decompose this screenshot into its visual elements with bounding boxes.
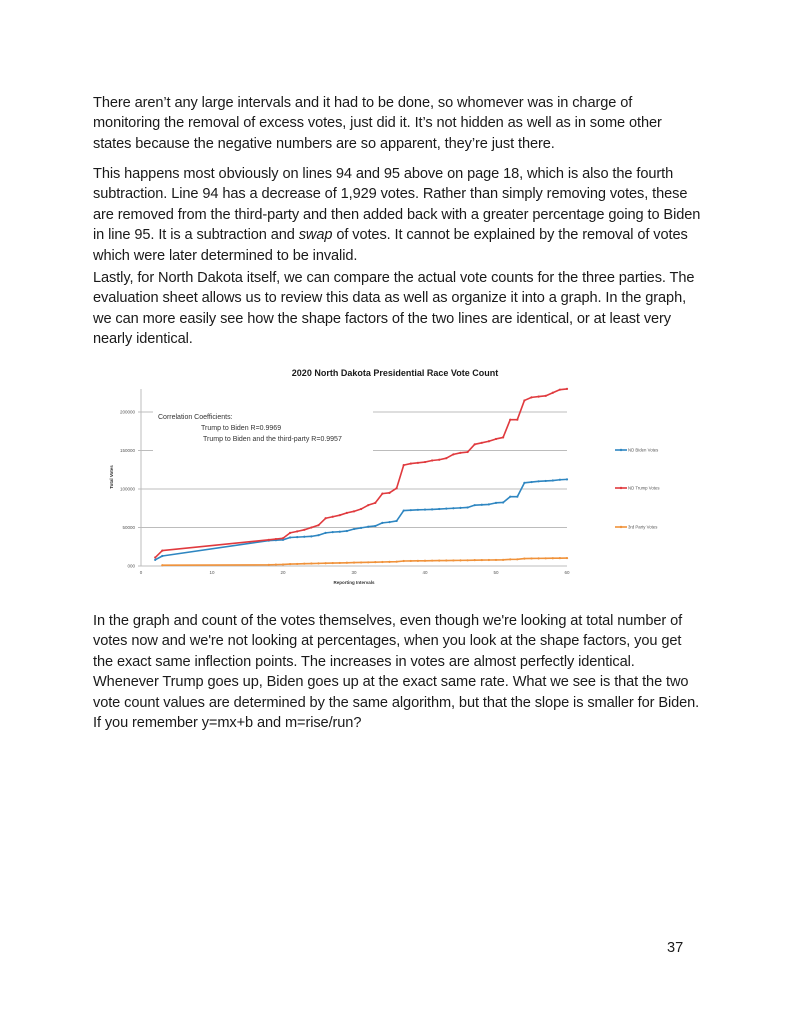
data-point [410, 509, 412, 511]
data-point [545, 395, 547, 397]
data-point [545, 557, 547, 559]
paragraph-3-text: Lastly, for North Dakota itself, we can compare the actual vote counts for the three parties. The evaluation sheet allows us to review this data as well as organize it into a graph. In the graph, we can more easily see how the shape factors of the two lines are identical, or at least very nearly identical. [93, 270, 695, 348]
paragraph-2 [93, 164, 703, 266]
data-point [495, 502, 497, 504]
data-point [488, 440, 490, 442]
data-point [538, 396, 540, 398]
data-point [282, 563, 284, 565]
x-tick-label: 0 [139, 570, 143, 575]
data-point [339, 562, 341, 564]
data-point [289, 563, 291, 565]
paragraph-1-text: There aren’t any large intervals and it had to be done, so whomever was in charge of monitoring the removal of excess votes, just did it. It’s not hidden as well as in some other states because the negative numbers are so apparent, they’re just there. [93, 95, 662, 152]
data-point [325, 532, 327, 534]
data-point [509, 419, 511, 421]
data-point [552, 557, 554, 559]
data-point [502, 501, 504, 503]
data-point [431, 560, 433, 562]
data-point [438, 459, 440, 461]
data-point [474, 443, 476, 445]
data-point [452, 559, 454, 561]
data-point [303, 529, 305, 531]
data-point [481, 504, 483, 506]
data-point [310, 526, 312, 528]
data-point [332, 531, 334, 533]
data-point [566, 478, 568, 480]
data-point [403, 464, 405, 466]
data-point [367, 561, 369, 563]
data-point [374, 561, 376, 563]
x-tick-label: 20 [280, 570, 286, 575]
data-point [559, 479, 561, 481]
data-point [488, 503, 490, 505]
data-point [502, 559, 504, 561]
data-point [523, 482, 525, 484]
x-tick-label: 60 [564, 570, 570, 575]
vote-count-chart [95, 362, 705, 597]
data-point [509, 558, 511, 560]
x-tick-label: 40 [422, 570, 428, 575]
data-point [296, 563, 298, 565]
paragraph-4 [93, 611, 703, 733]
data-point [445, 457, 447, 459]
data-point [452, 507, 454, 509]
data-point [403, 509, 405, 511]
y-tick-label: 200000 [119, 409, 135, 415]
data-point [381, 493, 383, 495]
data-point [459, 452, 461, 454]
data-point [459, 559, 461, 561]
annotation-heading: Correlation Coefficients: [158, 414, 233, 421]
data-point [474, 504, 476, 506]
data-point [495, 559, 497, 561]
data-point [431, 459, 433, 461]
data-point [530, 481, 532, 483]
data-point [445, 559, 447, 561]
annotation-line-2: Trump to Biden and the third-party R=0.9957 [203, 436, 342, 443]
data-point [268, 539, 270, 541]
data-point [467, 451, 469, 453]
data-point [467, 559, 469, 561]
legend-label: ND Trump Votes [628, 485, 660, 491]
data-point [516, 496, 518, 498]
data-point [367, 526, 369, 528]
data-point [325, 562, 327, 564]
data-point [289, 532, 291, 534]
data-point [509, 496, 511, 498]
x-tick-label: 10 [209, 570, 215, 575]
x-axis-tick-labels [140, 570, 570, 575]
data-point [474, 559, 476, 561]
data-point [459, 507, 461, 509]
data-point [360, 508, 362, 510]
data-point [282, 537, 284, 539]
paragraph-2-text-after: of votes. It cannot be explained by the removal of votes which were later determined to be invalid. [93, 227, 688, 264]
data-point [417, 509, 419, 511]
data-point [523, 399, 525, 401]
data-point [552, 479, 554, 481]
data-point [346, 562, 348, 564]
data-point [516, 558, 518, 560]
data-point [552, 392, 554, 394]
data-point [332, 516, 334, 518]
data-point [396, 487, 398, 489]
data-point [488, 559, 490, 561]
y-axis-label: Total Votes [109, 465, 114, 489]
data-point [545, 480, 547, 482]
chart-legend [615, 448, 660, 530]
legend-marker-icon [620, 449, 622, 451]
data-point [275, 564, 277, 566]
data-point [467, 506, 469, 508]
legend-marker-icon [620, 487, 622, 489]
data-point [388, 521, 390, 523]
data-point [396, 561, 398, 563]
data-point [360, 527, 362, 529]
data-point [381, 522, 383, 524]
legend-label: 3rd Party Votes [628, 524, 658, 530]
data-point [388, 492, 390, 494]
data-point [538, 557, 540, 559]
x-axis-label: Reporting Intervals [333, 580, 375, 585]
y-tick-label: 000 [127, 563, 135, 569]
data-point [303, 536, 305, 538]
paragraph-1 [93, 93, 703, 154]
data-point [559, 389, 561, 391]
data-point [410, 560, 412, 562]
data-point [275, 538, 277, 540]
data-point [530, 396, 532, 398]
y-tick-label: 50000 [122, 525, 135, 530]
x-tick-label: 30 [351, 570, 357, 575]
data-point [367, 504, 369, 506]
data-point [339, 514, 341, 516]
data-point [332, 562, 334, 564]
y-tick-label: 100000 [119, 486, 135, 492]
data-point [417, 560, 419, 562]
data-point [381, 561, 383, 563]
data-point [530, 557, 532, 559]
data-point [296, 536, 298, 538]
page-number: 37 [667, 940, 684, 956]
data-point [403, 560, 405, 562]
data-point [502, 436, 504, 438]
data-point [317, 534, 319, 536]
series-line-3rd-party-votes [162, 558, 567, 565]
data-point [310, 535, 312, 537]
data-point [374, 502, 376, 504]
data-point [431, 508, 433, 510]
data-point [481, 442, 483, 444]
y-axis-tick-labels [120, 410, 136, 569]
data-point [424, 461, 426, 463]
legend-marker-icon [620, 526, 622, 528]
data-point [310, 562, 312, 564]
data-point [346, 512, 348, 514]
data-point [396, 520, 398, 522]
data-point [388, 561, 390, 563]
data-point [374, 525, 376, 527]
data-point [317, 524, 319, 526]
data-point [417, 462, 419, 464]
data-point [154, 559, 156, 561]
data-point [289, 536, 291, 538]
data-point [566, 557, 568, 559]
data-point [523, 558, 525, 560]
y-tick-label: 150000 [119, 448, 135, 453]
data-point [325, 517, 327, 519]
data-point [154, 556, 156, 558]
data-point [438, 560, 440, 562]
data-point [317, 562, 319, 564]
data-point [481, 559, 483, 561]
data-point [353, 510, 355, 512]
paragraph-2-text-before: This happens most obviously on lines 94 and 95 above on page 18, which is also the fourth subtraction. Line 94 has a decrease of 1,929 votes. Rather than simply removing votes, these are removed from the third-party and then added back with a greater percentage going to Biden in line 95. It is a subtraction and [93, 166, 701, 244]
data-point [161, 564, 163, 566]
data-point [346, 530, 348, 532]
x-tick-label: 50 [493, 570, 499, 575]
data-point [161, 555, 163, 557]
data-point [559, 557, 561, 559]
data-point [296, 530, 298, 532]
data-point [424, 560, 426, 562]
paragraph-2-emphasis: swap [298, 227, 333, 244]
data-point [339, 531, 341, 533]
data-point [445, 508, 447, 510]
data-point [438, 508, 440, 510]
data-point [410, 462, 412, 464]
data-point [538, 480, 540, 482]
data-point [268, 564, 270, 566]
series-line-nd-biden-votes [155, 479, 567, 559]
paragraph-3 [93, 268, 703, 350]
annotation-line-1: Trump to Biden R=0.9969 [201, 425, 282, 432]
data-point [353, 528, 355, 530]
data-point [360, 561, 362, 563]
data-point [353, 562, 355, 564]
data-point [566, 388, 568, 390]
data-point [495, 438, 497, 440]
paragraph-4-text: In the graph and count of the votes themselves, even though we're looking at total number of votes now and we're not looking at percentages, when you look at the shape factors, you get the exact same inflection points. The increases in votes are almost perfectly identical. Whenever Trump goes up, Biden goes up at the exact same rate. What we see is that the two vote count values are determined by the same algorithm, but that the slope is smaller for Biden. If you remember y=mx+b and m=rise/run? [93, 613, 700, 732]
data-point [161, 550, 163, 552]
data-point [516, 419, 518, 421]
chart-title: 2020 North Dakota Presidential Race Vote Count [291, 368, 499, 378]
data-point [452, 453, 454, 455]
data-point [303, 563, 305, 565]
data-point [424, 509, 426, 511]
legend-label: ND Biden Votes [628, 447, 659, 453]
